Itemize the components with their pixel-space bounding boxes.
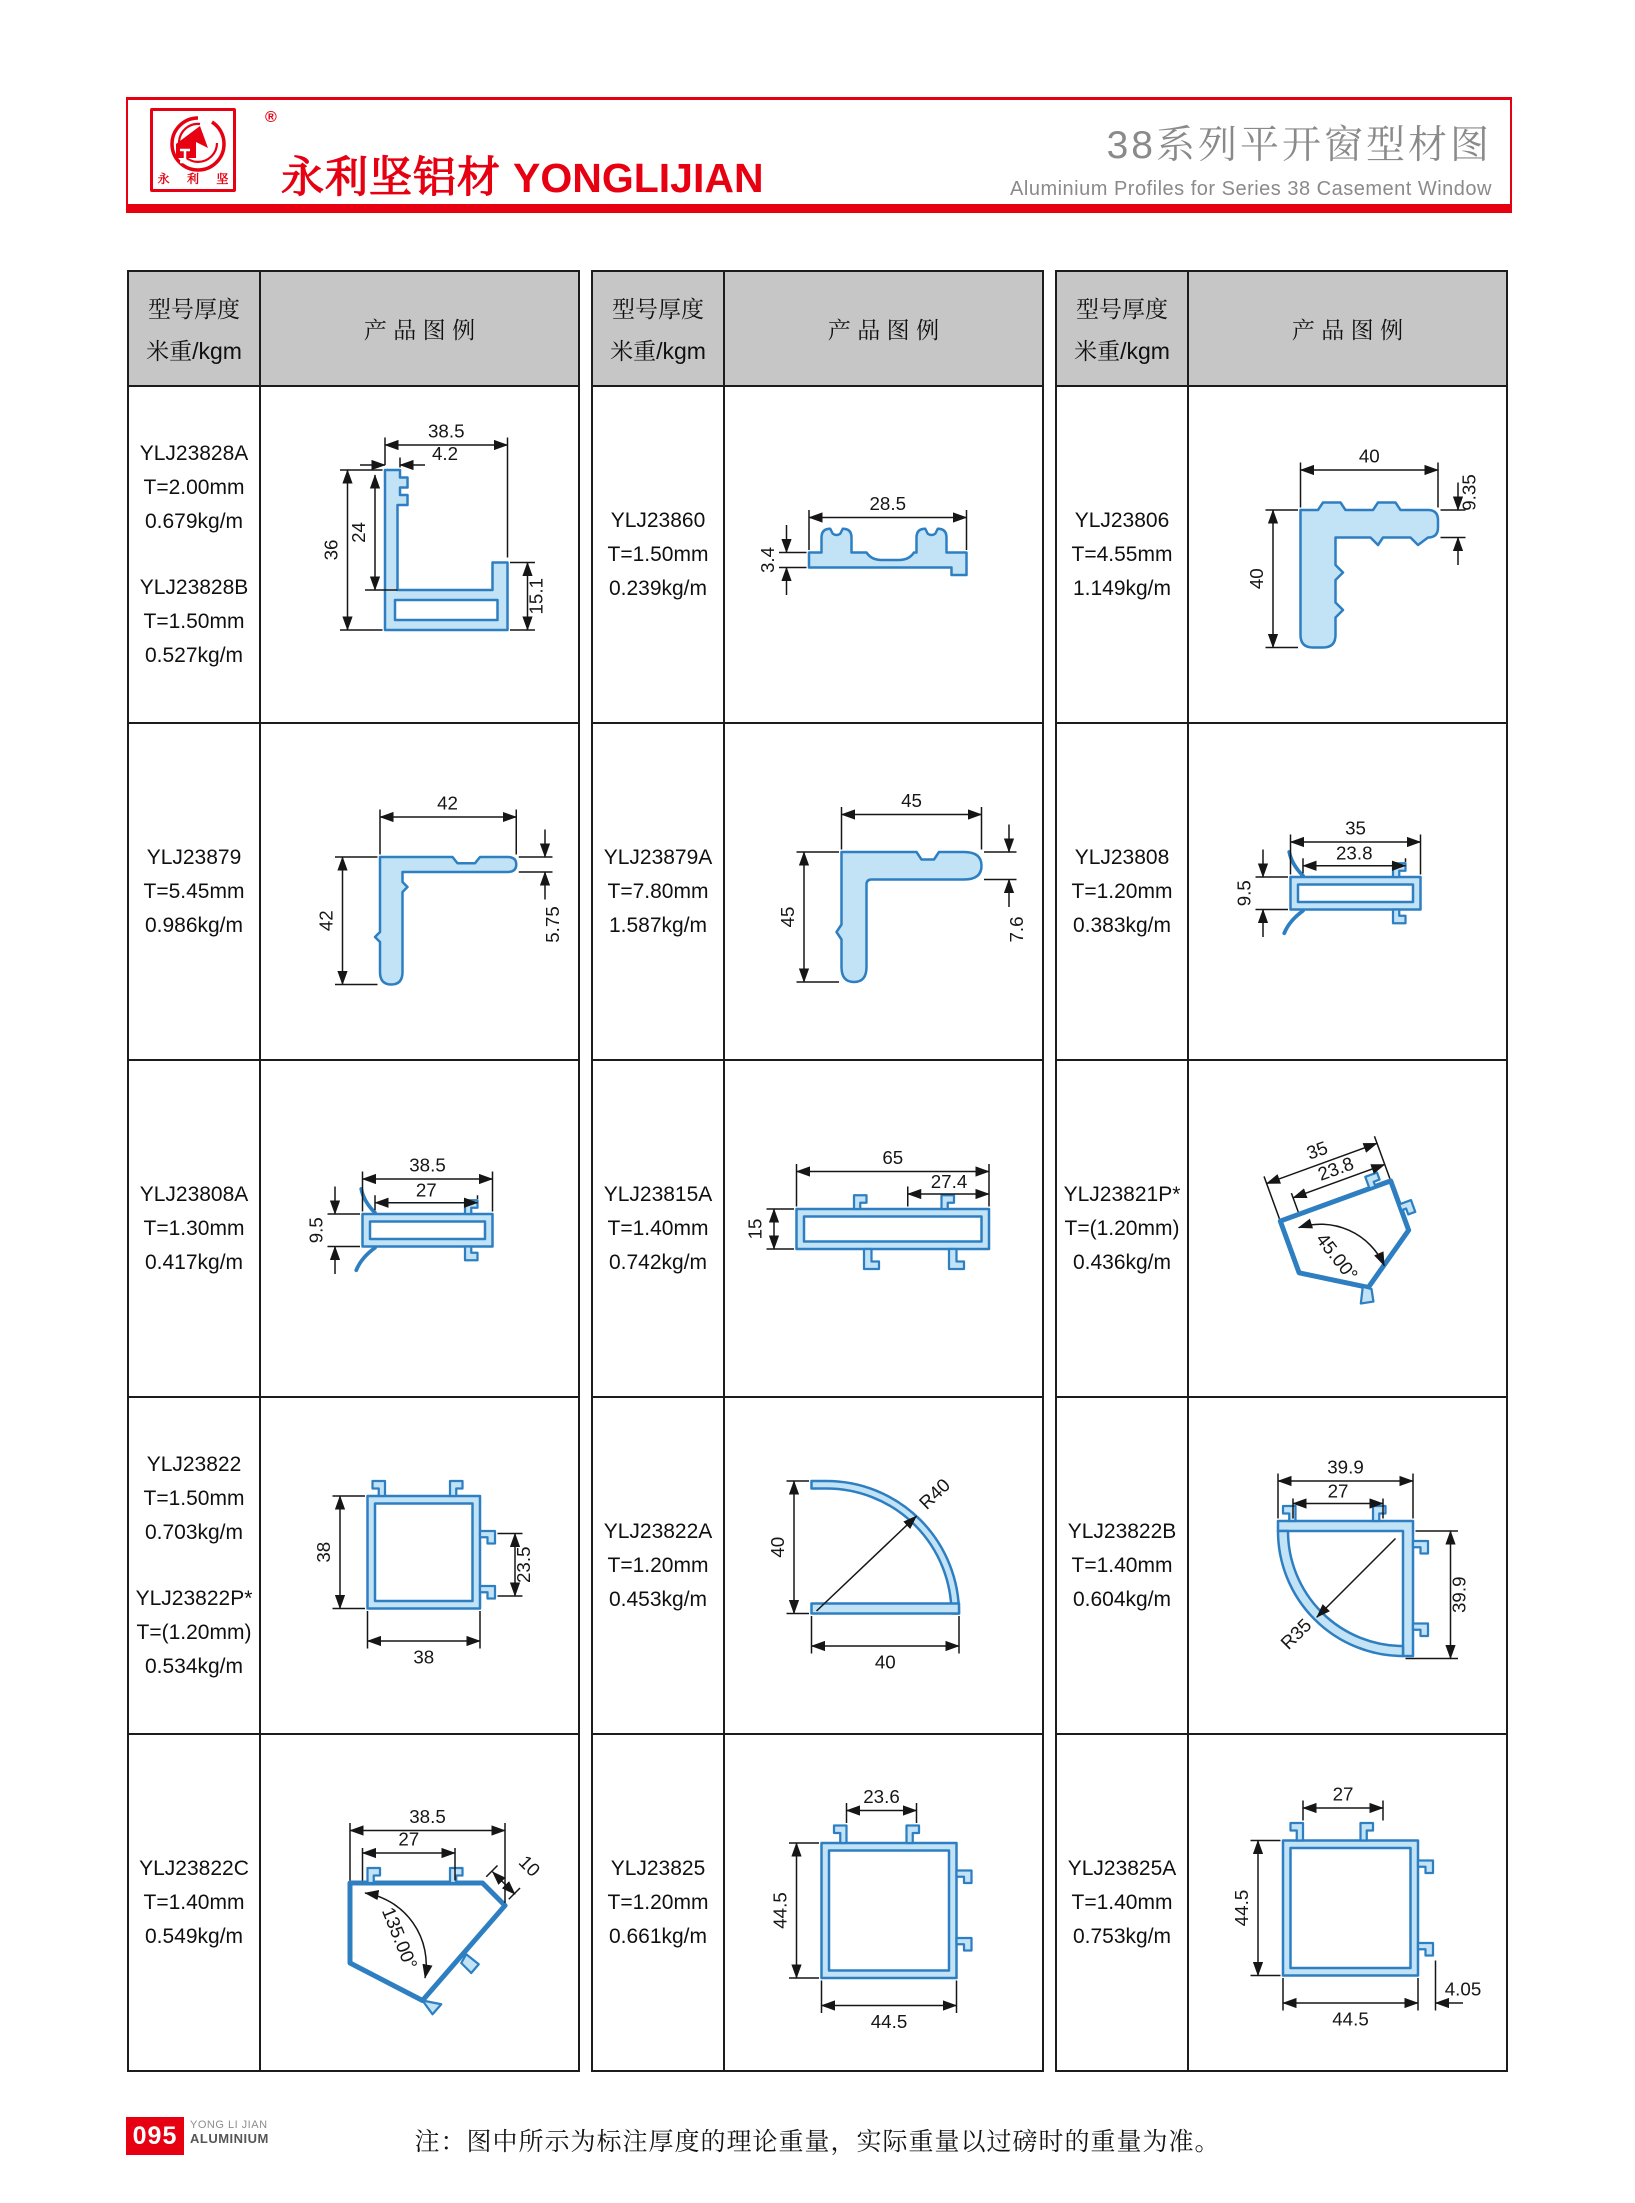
- thickness: T=1.20mm: [1071, 879, 1173, 903]
- spec-header-line2: 米重/kgm: [146, 338, 242, 364]
- dimension-lines: [796, 807, 1016, 982]
- thickness: T=1.50mm: [607, 542, 709, 566]
- dim-label: 40: [874, 1651, 896, 1672]
- spec-cell-ylj23825a: [1057, 1733, 1187, 2070]
- model-number: YLJ23879: [146, 845, 242, 869]
- weight: 1.587kg/m: [608, 913, 708, 937]
- page-title: [1010, 114, 1492, 201]
- profile-drawing: [734, 1079, 1034, 1379]
- dim-label: 45.00°: [1311, 1228, 1362, 1285]
- profile-shape: [375, 857, 516, 985]
- profile-drawing: [1198, 1079, 1498, 1379]
- drawing-cell-ylj23879a: [723, 722, 1042, 1059]
- dim-label: 7.6: [1005, 915, 1027, 943]
- footer-brand-line2: ALUMINIUM: [190, 2131, 269, 2146]
- profile-drawing: [1198, 742, 1498, 1042]
- profile-drawing: [734, 405, 1034, 705]
- spec-cell-ylj23822a: [593, 1396, 723, 1733]
- drawing-cell-ylj23806: [1187, 385, 1506, 722]
- spec-cell-ylj23808: [1057, 722, 1187, 1059]
- spec-cell-ylj23821p: [1057, 1059, 1187, 1396]
- thickness: T=4.55mm: [1071, 542, 1173, 566]
- table-group-2: [591, 270, 1044, 2072]
- dim-label: 3.4: [756, 546, 778, 573]
- spec-cell-ylj23828: [129, 385, 259, 722]
- profile-drawing: [734, 742, 1034, 1042]
- profile-drawing: [1198, 405, 1498, 705]
- dim-label: 23.8: [1335, 842, 1372, 863]
- dimension-lines: [1265, 462, 1465, 647]
- registered-mark: ®: [265, 109, 277, 126]
- spec-cell-ylj23808a: [129, 1059, 259, 1396]
- spec-cell-ylj23822c: [129, 1733, 259, 2070]
- brand-name-en: YONGLIJIAN: [513, 155, 764, 201]
- spec-cell-ylj23825: [593, 1733, 723, 2070]
- dim-label: 40: [1358, 445, 1380, 466]
- model-number: YLJ23860: [610, 508, 706, 532]
- column-header-spec: [129, 272, 259, 385]
- weight: 0.661kg/m: [608, 1924, 708, 1948]
- profile-shape: [1283, 1840, 1418, 1975]
- page-number-badge: 095: [126, 2117, 184, 2155]
- profile-shape: [1290, 877, 1420, 910]
- dim-label: 9.5: [305, 1216, 326, 1243]
- weight: 0.453kg/m: [608, 1587, 708, 1611]
- dim-label: 38.5: [408, 1154, 446, 1175]
- weight: 0.703kg/m: [144, 1520, 244, 1544]
- dimension-lines: [350, 1823, 520, 1978]
- drawing-cell-ylj23808: [1187, 722, 1506, 1059]
- model-number: YLJ23825A: [1067, 1856, 1177, 1880]
- drawing-cell-ylj23822: [259, 1396, 578, 1733]
- profile-shape: [362, 1214, 492, 1247]
- dim-label: 38: [412, 1646, 434, 1667]
- weight: 0.986kg/m: [144, 913, 244, 937]
- profile-table: [127, 270, 1508, 2072]
- drawing-cell-ylj23825: [723, 1733, 1042, 2070]
- dim-label: 135.00°: [377, 1903, 422, 1972]
- model-number: YLJ23825: [610, 1856, 706, 1880]
- column-header-spec: 型号厚度 米重/kgm: [593, 272, 723, 385]
- drawing-cell-ylj23828: [259, 385, 578, 722]
- weight: 0.549kg/m: [144, 1924, 244, 1948]
- dim-label: 9.35: [1458, 473, 1479, 511]
- table-group-3: [1055, 270, 1508, 2072]
- dim-label: 23.6: [862, 1785, 900, 1807]
- spec-cell-ylj23822b: [1057, 1396, 1187, 1733]
- dim-label: 38: [312, 1541, 334, 1563]
- thickness: T=5.45mm: [143, 879, 245, 903]
- column-header-spec: 型号厚度 米重/kgm: [1057, 272, 1187, 385]
- dim-label: 35: [1344, 817, 1366, 838]
- footer-brand-line1: YONG LI JIAN: [190, 2119, 268, 2131]
- dim-label: 42: [315, 909, 336, 931]
- model-number: YLJ23822B: [1067, 1519, 1177, 1543]
- drawing-cell-ylj23822c: [259, 1733, 578, 2070]
- dim-label: 27: [415, 1179, 437, 1200]
- spec-cell-ylj23822: [129, 1396, 259, 1733]
- thickness: T=2.00mm: [143, 475, 245, 499]
- profile-drawing: [734, 1416, 1034, 1716]
- dim-label: 10: [514, 1850, 544, 1881]
- profile-drawing: [1198, 1753, 1498, 2053]
- thickness: T=1.40mm: [1071, 1553, 1173, 1577]
- dim-label: 4.05: [1444, 1978, 1481, 1999]
- model-number: YLJ23822C: [139, 1856, 249, 1880]
- model-number: YLJ23815A: [603, 1182, 713, 1206]
- profile-drawing: [734, 1753, 1034, 2053]
- column-header-diagram: 产 品 图 例: [723, 272, 1042, 385]
- dim-label: 42: [436, 792, 458, 813]
- thickness: T=(1.20mm): [1064, 1216, 1180, 1240]
- header: [126, 97, 1512, 204]
- weight: 0.742kg/m: [608, 1250, 708, 1274]
- drawing-cell-ylj23822a: [723, 1396, 1042, 1733]
- dim-label: 5.75: [541, 905, 563, 943]
- weight: 0.436kg/m: [1072, 1250, 1172, 1274]
- dimension-lines: [789, 1803, 957, 2013]
- spec-cell-ylj23806: [1057, 385, 1187, 722]
- model-number: YLJ23879A: [603, 845, 713, 869]
- dim-label: 40: [1245, 567, 1267, 589]
- dim-label: R35: [1275, 1613, 1315, 1653]
- model-number: YLJ23828B: [139, 575, 249, 599]
- dim-label: 4.2: [431, 442, 458, 464]
- thickness: T=1.20mm: [607, 1553, 709, 1577]
- brand-name-cn: 永利坚铝材: [281, 154, 501, 202]
- profile-drawing: [270, 742, 570, 1042]
- dimension-lines: [335, 809, 553, 984]
- profile-shape: [1280, 1180, 1422, 1307]
- thickness: T=1.50mm: [143, 1486, 245, 1510]
- spec-header-line1: 型号厚度: [148, 296, 240, 322]
- drawing-cell-ylj23808a: [259, 1059, 578, 1396]
- dim-label: R40: [914, 1473, 954, 1513]
- dim-label: 38.5: [408, 1805, 446, 1827]
- dim-label: 23.8: [1314, 1152, 1356, 1185]
- dim-label: 45: [900, 789, 922, 811]
- dim-label: 28.5: [869, 492, 906, 514]
- dimension-lines: [332, 1496, 522, 1649]
- dim-label: 35: [1303, 1136, 1330, 1164]
- profile-drawing: [270, 1753, 570, 2053]
- dim-label: 24: [347, 521, 369, 543]
- thickness: T=(1.20mm): [136, 1620, 252, 1644]
- thickness: T=1.50mm: [143, 609, 245, 633]
- spec-cell-ylj23879: [129, 722, 259, 1059]
- dim-label: 27: [397, 1828, 419, 1849]
- drawing-cell-ylj23815a: [723, 1059, 1042, 1396]
- thickness: T=1.20mm: [607, 1890, 709, 1914]
- weight: 0.417kg/m: [144, 1250, 244, 1274]
- column-header-diagram: 产 品 图 例: [1187, 272, 1506, 385]
- weight: 0.679kg/m: [144, 509, 244, 533]
- spec-cell-ylj23815a: [593, 1059, 723, 1396]
- dim-label: 65: [881, 1146, 903, 1168]
- weight: 0.239kg/m: [608, 576, 708, 600]
- weight: 0.604kg/m: [1072, 1587, 1172, 1611]
- weight: 1.149kg/m: [1072, 576, 1172, 600]
- dim-label: 40: [766, 1536, 788, 1558]
- weight: 0.753kg/m: [1072, 1924, 1172, 1948]
- dim-label: 45: [776, 906, 798, 927]
- thickness: T=7.80mm: [607, 879, 709, 903]
- spec-cell-ylj23860: [593, 385, 723, 722]
- model-number: YLJ23828A: [139, 441, 249, 465]
- drawing-cell-ylj23821p: [1187, 1059, 1506, 1396]
- column-header-diagram: 产 品 图 例: [259, 272, 578, 385]
- brand-title: [281, 144, 764, 205]
- logo-emblem-icon: [160, 114, 230, 176]
- dim-label: 44.5: [769, 1891, 790, 1929]
- thickness: T=1.40mm: [607, 1216, 709, 1240]
- model-number: YLJ23808: [1074, 845, 1170, 869]
- thickness: T=1.40mm: [143, 1890, 245, 1914]
- model-number: YLJ23821P*: [1063, 1182, 1181, 1206]
- dim-label: 36: [320, 539, 341, 560]
- dim-label: 15.1: [525, 577, 546, 614]
- thickness: T=1.30mm: [143, 1216, 245, 1240]
- thickness: T=1.40mm: [1071, 1890, 1173, 1914]
- profile-shape: [385, 470, 508, 630]
- dim-label: 38.5: [427, 420, 464, 441]
- dim-label: 39.9: [1326, 1456, 1364, 1477]
- dim-label: 9.5: [1233, 879, 1254, 906]
- dim-label: 44.5: [870, 2010, 907, 2032]
- drawing-cell-ylj23879: [259, 722, 578, 1059]
- model-number: YLJ23822: [146, 1452, 242, 1476]
- model-number: YLJ23822P*: [135, 1586, 253, 1610]
- brand-logo: [150, 108, 277, 192]
- drawing-cell-ylj23822b: [1187, 1396, 1506, 1733]
- profile-shape: [809, 528, 967, 574]
- dim-label: 15: [744, 1218, 765, 1239]
- series-title-en: Aluminium Profiles for Series 38 Casement Window: [1010, 178, 1492, 200]
- dim-label: 39.9: [1448, 1576, 1469, 1613]
- weight: 0.527kg/m: [144, 643, 244, 667]
- profile-shape: [350, 1883, 505, 2001]
- model-number: YLJ23806: [1074, 508, 1170, 532]
- dim-label: 27: [1332, 1783, 1353, 1804]
- table-group-1: [127, 270, 580, 2072]
- drawing-cell-ylj23825a: [1187, 1733, 1506, 2070]
- spec-cell-ylj23879a: [593, 722, 723, 1059]
- profile-shape: [836, 852, 981, 982]
- profile-drawing: [270, 1416, 570, 1716]
- header-divider: [126, 204, 1512, 213]
- dim-label: 44.5: [1230, 1889, 1252, 1926]
- model-number: YLJ23808A: [139, 1182, 249, 1206]
- profile-shape: [821, 1843, 956, 1978]
- dim-label: 44.5: [1331, 2008, 1369, 2029]
- profile-drawing: [270, 405, 570, 705]
- profile-shape: [367, 1496, 480, 1609]
- footer-note: 注：图中所示为标注厚度的理论重量，实际重量以过磅时的重量为准。: [414, 2128, 1221, 2156]
- weight: 0.383kg/m: [1072, 913, 1172, 937]
- logo-subtext: 永 利 坚: [157, 172, 236, 186]
- dim-label: 27: [1327, 1479, 1348, 1501]
- profile-drawing: [270, 1079, 570, 1379]
- series-title-cn: 38系列平开窗型材图: [1106, 124, 1492, 167]
- profile-shape: [1300, 502, 1438, 647]
- drawing-cell-ylj23860: [723, 385, 1042, 722]
- profile-drawing: [1198, 1416, 1498, 1716]
- dim-label: 27.4: [930, 1170, 967, 1192]
- dim-label: 23.5: [512, 1546, 534, 1583]
- weight: 0.534kg/m: [144, 1654, 244, 1678]
- model-number: YLJ23822A: [603, 1519, 713, 1543]
- profile-shape: [796, 1209, 989, 1249]
